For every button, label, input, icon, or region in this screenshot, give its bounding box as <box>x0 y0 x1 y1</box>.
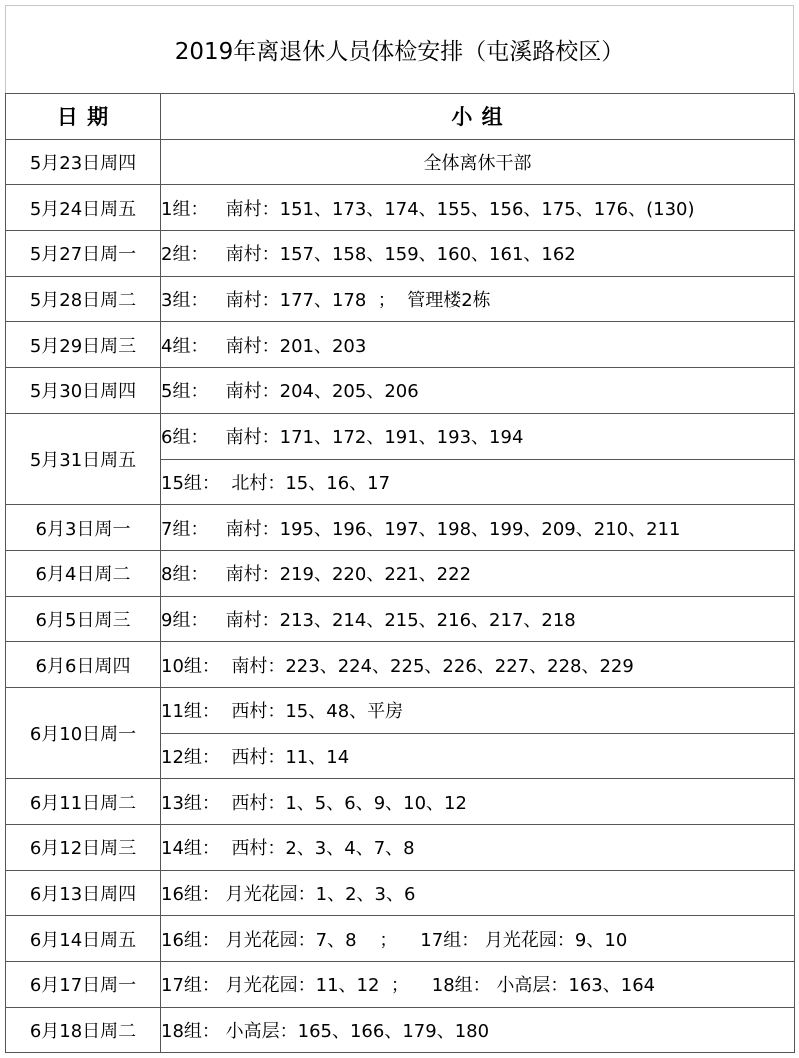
table-row <box>6 322 795 368</box>
group-cell: 16组： 月光花园：1、2、3、6 <box>161 870 795 916</box>
date-cell: 5月27日周一 <box>6 231 161 277</box>
date-cell: 5月31日周五 <box>6 413 161 504</box>
group-cell: 7组： 南村：195、196、197、198、199、209、210、211 <box>161 505 795 551</box>
date-cell: 6月12日周三 <box>6 825 161 871</box>
group-cell: 16组： 月光花园：7、8 ； 17组： 月光花园：9、10 <box>161 916 795 962</box>
date-cell: 6月14日周五 <box>6 916 161 962</box>
group-cell: 1组： 南村：151、173、174、155、156、175、176、(130) <box>161 185 795 231</box>
date-cell: 5月29日周三 <box>6 322 161 368</box>
table-row <box>6 185 795 231</box>
table-row <box>6 550 795 596</box>
date-cell: 6月10日周一 <box>6 687 161 778</box>
table-row <box>6 779 795 825</box>
table-row <box>6 231 795 277</box>
table-row <box>6 139 795 185</box>
table-row <box>6 1007 795 1053</box>
date-cell: 6月4日周二 <box>6 550 161 596</box>
table-row <box>6 505 795 551</box>
group-cell: 18组： 小高层：165、166、179、180 <box>161 1007 795 1053</box>
table-row <box>6 276 795 322</box>
group-cell: 2组： 南村：157、158、159、160、161、162 <box>161 231 795 277</box>
date-cell: 6月6日周四 <box>6 642 161 688</box>
schedule-table <box>5 93 795 1053</box>
table-row <box>6 687 795 733</box>
group-cell: 6组： 南村：171、172、191、193、194 <box>161 413 795 459</box>
table-row <box>6 368 795 414</box>
group-cell: 14组： 西村：2、3、4、7、8 <box>161 825 795 871</box>
group-cell: 11组： 西村：15、48、平房 <box>161 687 795 733</box>
table-row <box>6 870 795 916</box>
group-cell: 4组： 南村：201、203 <box>161 322 795 368</box>
group-cell: 5组： 南村：204、205、206 <box>161 368 795 414</box>
group-column-header: 小 组 <box>161 94 795 140</box>
date-cell: 6月3日周一 <box>6 505 161 551</box>
schedule-body <box>6 139 795 1053</box>
date-cell: 5月28日周二 <box>6 276 161 322</box>
date-cell: 6月5日周三 <box>6 596 161 642</box>
table-row <box>6 916 795 962</box>
group-cell: 8组： 南村：219、220、221、222 <box>161 550 795 596</box>
date-cell: 5月24日周五 <box>6 185 161 231</box>
group-cell: 全体离休干部 <box>161 139 795 185</box>
date-cell: 5月30日周四 <box>6 368 161 414</box>
date-cell: 5月23日周四 <box>6 139 161 185</box>
group-cell: 15组： 北村：15、16、17 <box>161 459 795 505</box>
table-row <box>6 413 795 459</box>
table-row <box>6 642 795 688</box>
date-cell: 6月18日周二 <box>6 1007 161 1053</box>
group-cell: 17组： 月光花园：11、12 ； 18组： 小高层：163、164 <box>161 962 795 1008</box>
date-cell: 6月11日周二 <box>6 779 161 825</box>
group-cell: 12组： 西村：11、14 <box>161 733 795 779</box>
table-row <box>6 596 795 642</box>
date-column-header: 日 期 <box>6 94 161 140</box>
group-cell: 10组： 南村：223、224、225、226、227、228、229 <box>161 642 795 688</box>
group-cell: 3组： 南村：177、178 ； 管理楼2栋 <box>161 276 795 322</box>
group-cell: 9组： 南村：213、214、215、216、217、218 <box>161 596 795 642</box>
table-header-row <box>6 94 795 140</box>
document-title: 2019年离退休人员体检安排（屯溪路校区） <box>5 5 794 93</box>
table-row <box>6 962 795 1008</box>
table-row <box>6 825 795 871</box>
date-cell: 6月13日周四 <box>6 870 161 916</box>
group-cell: 13组： 西村：1、5、6、9、10、12 <box>161 779 795 825</box>
date-cell: 6月17日周一 <box>6 962 161 1008</box>
